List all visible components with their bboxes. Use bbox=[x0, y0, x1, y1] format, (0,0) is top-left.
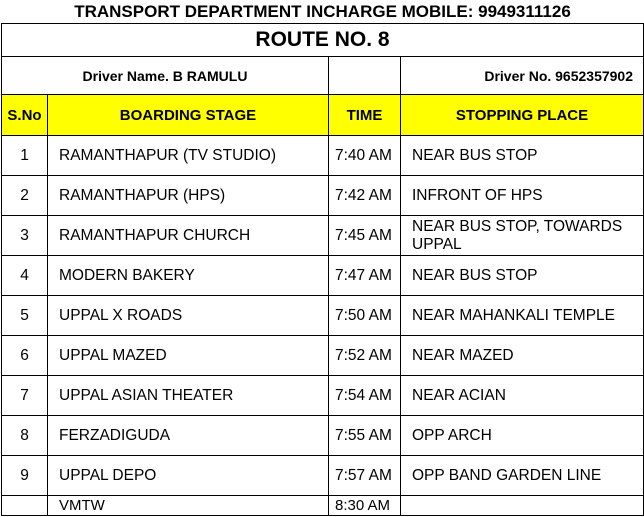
column-header-time: TIME bbox=[329, 95, 401, 136]
table-row bbox=[2, 496, 644, 516]
row-place: OPP ARCH bbox=[401, 416, 644, 456]
row-time: 7:54 AM bbox=[329, 376, 401, 416]
row-time: 7:55 AM bbox=[329, 416, 401, 456]
row-sno bbox=[2, 496, 48, 516]
table-row bbox=[2, 336, 644, 376]
row-sno: 3 bbox=[2, 216, 48, 256]
driver-name: Driver Name. B RAMULU bbox=[2, 57, 329, 95]
row-stage: RAMANTHAPUR CHURCH bbox=[48, 216, 329, 256]
column-header-stage: BOARDING STAGE bbox=[48, 95, 329, 136]
row-stage: RAMANTHAPUR (HPS) bbox=[48, 176, 329, 216]
table-row bbox=[2, 136, 644, 176]
row-stage: FERZADIGUDA bbox=[48, 416, 329, 456]
row-time: 7:57 AM bbox=[329, 456, 401, 496]
row-place: NEAR BUS STOP bbox=[401, 136, 644, 176]
route-table-body bbox=[2, 0, 644, 516]
row-sno: 7 bbox=[2, 376, 48, 416]
row-sno: 6 bbox=[2, 336, 48, 376]
row-place: NEAR ACIAN bbox=[401, 376, 644, 416]
row-place bbox=[401, 496, 644, 516]
row-time: 7:45 AM bbox=[329, 216, 401, 256]
row-time: 7:40 AM bbox=[329, 136, 401, 176]
row-sno: 1 bbox=[2, 136, 48, 176]
driver-row bbox=[2, 57, 644, 95]
row-sno: 8 bbox=[2, 416, 48, 456]
row-sno: 5 bbox=[2, 296, 48, 336]
row-stage: UPPAL X ROADS bbox=[48, 296, 329, 336]
driver-spacer bbox=[329, 57, 401, 95]
row-place: NEAR MAZED bbox=[401, 336, 644, 376]
table-row bbox=[2, 256, 644, 296]
driver-number: Driver No. 9652357902 bbox=[401, 57, 644, 95]
row-place: OPP BAND GARDEN LINE bbox=[401, 456, 644, 496]
row-time: 7:47 AM bbox=[329, 256, 401, 296]
department-title: TRANSPORT DEPARTMENT INCHARGE MOBILE: 9949311126 bbox=[2, 0, 644, 24]
row-stage: MODERN BAKERY bbox=[48, 256, 329, 296]
department-row bbox=[2, 0, 644, 24]
row-sno: 4 bbox=[2, 256, 48, 296]
row-stage: VMTW bbox=[48, 496, 329, 516]
column-header-row bbox=[2, 95, 644, 136]
table-row bbox=[2, 456, 644, 496]
table-row bbox=[2, 296, 644, 336]
row-time: 7:52 AM bbox=[329, 336, 401, 376]
row-time: 7:50 AM bbox=[329, 296, 401, 336]
row-time: 8:30 AM bbox=[329, 496, 401, 516]
table-row bbox=[2, 416, 644, 456]
row-stage: UPPAL DEPO bbox=[48, 456, 329, 496]
table-row bbox=[2, 216, 644, 256]
route-row bbox=[2, 24, 644, 57]
table-row bbox=[2, 176, 644, 216]
route-table bbox=[1, 0, 644, 516]
row-stage: UPPAL ASIAN THEATER bbox=[48, 376, 329, 416]
row-time: 7:42 AM bbox=[329, 176, 401, 216]
route-title: ROUTE NO. 8 bbox=[2, 24, 644, 57]
row-stage: UPPAL MAZED bbox=[48, 336, 329, 376]
table-row bbox=[2, 376, 644, 416]
row-sno: 2 bbox=[2, 176, 48, 216]
row-place: INFRONT OF HPS bbox=[401, 176, 644, 216]
row-place: NEAR BUS STOP bbox=[401, 256, 644, 296]
column-header-sno: S.No bbox=[2, 95, 48, 136]
row-place: NEAR BUS STOP, TOWARDS UPPAL bbox=[401, 216, 644, 256]
row-stage: RAMANTHAPUR (TV STUDIO) bbox=[48, 136, 329, 176]
row-sno: 9 bbox=[2, 456, 48, 496]
row-place: NEAR MAHANKALI TEMPLE bbox=[401, 296, 644, 336]
column-header-place: STOPPING PLACE bbox=[401, 95, 644, 136]
